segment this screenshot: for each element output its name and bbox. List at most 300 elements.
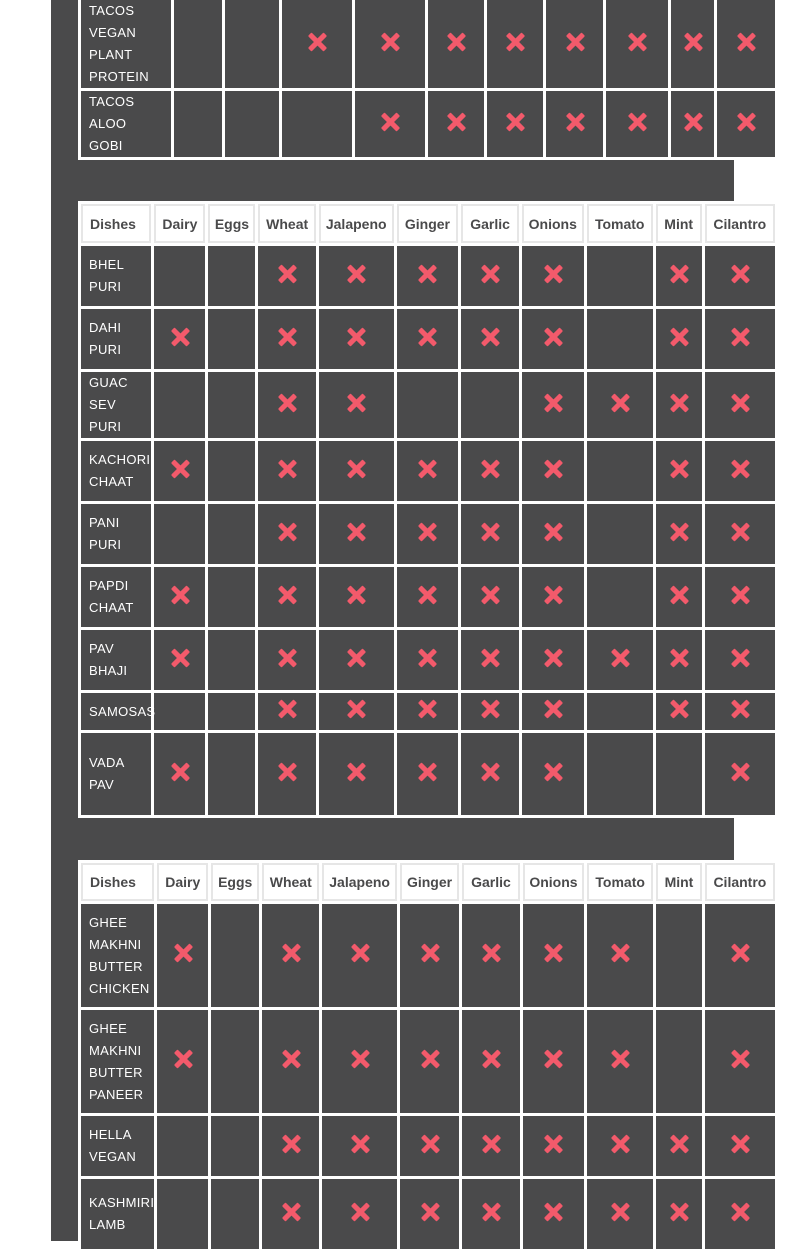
- cell-mint: [656, 733, 702, 815]
- dish-name: [81, 1010, 154, 1113]
- cell-onions: [522, 246, 584, 306]
- x-mark-icon: [480, 1048, 502, 1070]
- cell-eggs: [208, 504, 255, 564]
- x-mark-icon: [280, 1133, 302, 1155]
- cell-eggs: [208, 693, 255, 730]
- cell-dairy: [154, 733, 205, 815]
- x-mark-icon: [609, 1201, 631, 1223]
- x-mark-icon: [280, 1048, 302, 1070]
- dish-name: [81, 904, 154, 1007]
- cell-mint: [656, 372, 702, 438]
- column-header-onions: Onions: [522, 204, 584, 243]
- x-mark-icon: [479, 761, 501, 783]
- allergen-table-tacos: [78, 0, 778, 160]
- x-mark-icon: [169, 647, 191, 669]
- x-mark-icon: [280, 942, 302, 964]
- cell-ginger: [428, 0, 484, 88]
- dish-name-line: KACHORI: [89, 452, 151, 467]
- cell-dairy: [157, 1010, 208, 1113]
- x-mark-icon: [668, 263, 690, 285]
- x-mark-icon: [480, 942, 502, 964]
- cell-tomato: [587, 693, 653, 730]
- cell-jalapeno: [319, 504, 394, 564]
- cell-cilantro: [705, 904, 775, 1007]
- cell-garlic: [461, 372, 519, 438]
- cell-dairy: [174, 91, 222, 157]
- dish-name-line: BUTTER: [89, 1064, 143, 1080]
- cell-eggs: [208, 733, 255, 815]
- dish-name: [81, 246, 151, 306]
- x-mark-icon: [445, 31, 467, 53]
- x-mark-icon: [479, 584, 501, 606]
- cell-eggs: [208, 372, 255, 438]
- table-row: [81, 441, 775, 501]
- cell-garlic: [462, 904, 519, 1007]
- dish-name-line: PROTEIN: [89, 69, 149, 84]
- header-row: [81, 204, 775, 243]
- x-mark-icon: [479, 647, 501, 669]
- column-header-eggs: Eggs: [208, 204, 255, 243]
- dish-name-line: VADA: [89, 755, 125, 770]
- dish-name: [81, 91, 171, 157]
- cell-ginger: [397, 372, 459, 438]
- cell-jalapeno: [319, 309, 394, 369]
- x-mark-icon: [668, 647, 690, 669]
- dish-name: [81, 309, 151, 369]
- dish-name-line: MAKHNI: [89, 936, 142, 952]
- menu-allergen-panel: [51, 0, 767, 1241]
- dish-name-line: BUTTER: [89, 958, 143, 974]
- x-mark-icon: [729, 263, 751, 285]
- column-header-dishes: Dishes: [81, 204, 151, 243]
- x-mark-icon: [349, 1201, 371, 1223]
- x-mark-icon: [479, 326, 501, 348]
- x-mark-icon: [542, 521, 564, 543]
- dish-name-line: PURI: [89, 537, 122, 552]
- x-mark-icon: [345, 392, 367, 414]
- table-row: [81, 504, 775, 564]
- x-mark-icon: [379, 31, 401, 53]
- x-mark-icon: [480, 1133, 502, 1155]
- x-mark-icon: [416, 647, 438, 669]
- cell-tomato: [587, 630, 653, 690]
- column-header-dairy: Dairy: [154, 204, 205, 243]
- cell-tomato: [587, 904, 653, 1007]
- cell-cilantro: [705, 1010, 775, 1113]
- column-header-wheat: Wheat: [262, 863, 319, 901]
- column-header-mint: Mint: [656, 863, 702, 901]
- cell-tomato: [606, 0, 668, 88]
- x-mark-icon: [729, 521, 751, 543]
- dish-name-line: SEV PURI: [89, 397, 122, 434]
- dish-name-line: DAHI: [89, 320, 122, 335]
- x-mark-icon: [668, 584, 690, 606]
- column-header-onions: Onions: [523, 863, 585, 901]
- x-mark-icon: [542, 761, 564, 783]
- x-mark-icon: [480, 1201, 502, 1223]
- cell-mint: [656, 567, 702, 627]
- dish-name-line: HELLA: [89, 1127, 132, 1142]
- cell-eggs: [208, 630, 255, 690]
- cell-tomato: [587, 309, 653, 369]
- x-mark-icon: [419, 1201, 441, 1223]
- x-mark-icon: [345, 584, 367, 606]
- cell-eggs: [208, 567, 255, 627]
- cell-wheat: [262, 1179, 319, 1249]
- cell-tomato: [587, 372, 653, 438]
- column-header-cilantro: Cilantro: [705, 863, 775, 901]
- x-mark-icon: [729, 1048, 751, 1070]
- x-mark-icon: [668, 326, 690, 348]
- dish-name-line: TACOS ALOO: [89, 94, 135, 131]
- cell-ginger: [397, 630, 459, 690]
- cell-garlic: [461, 504, 519, 564]
- x-mark-icon: [276, 392, 298, 414]
- cell-tomato: [587, 246, 653, 306]
- x-mark-icon: [735, 111, 757, 133]
- x-mark-icon: [349, 942, 371, 964]
- cell-cilantro: [705, 567, 775, 627]
- cell-dairy: [154, 504, 205, 564]
- x-mark-icon: [668, 392, 690, 414]
- x-mark-icon: [445, 111, 467, 133]
- cell-onions: [522, 504, 584, 564]
- cell-ginger: [397, 567, 459, 627]
- dish-name-line: CHICKEN: [89, 980, 150, 996]
- dish-name-line: GHEE: [89, 1020, 128, 1036]
- column-header-dairy: Dairy: [157, 863, 208, 901]
- dish-name-line: MAKHNI: [89, 1042, 142, 1058]
- column-header-tomato: Tomato: [587, 863, 653, 901]
- x-mark-icon: [280, 1201, 302, 1223]
- column-header-garlic: Garlic: [462, 863, 519, 901]
- dish-name: [81, 693, 156, 730]
- x-mark-icon: [345, 698, 367, 720]
- x-mark-icon: [542, 392, 564, 414]
- x-mark-icon: [609, 647, 631, 669]
- cell-wheat: [258, 309, 316, 369]
- x-mark-icon: [345, 326, 367, 348]
- x-mark-icon: [668, 1201, 690, 1223]
- cell-dairy: [154, 693, 205, 730]
- cell-jalapeno: [322, 1116, 396, 1176]
- cell-eggs: [208, 441, 255, 501]
- x-mark-icon: [626, 111, 648, 133]
- cell-cilantro: [717, 91, 775, 157]
- x-mark-icon: [542, 1048, 564, 1070]
- x-mark-icon: [419, 1133, 441, 1155]
- cell-onions: [523, 1010, 585, 1113]
- table-row: [81, 693, 775, 730]
- x-mark-icon: [729, 698, 751, 720]
- cell-wheat: [258, 630, 316, 690]
- dish-name: [81, 733, 151, 815]
- x-mark-icon: [668, 1133, 690, 1155]
- x-mark-icon: [564, 111, 586, 133]
- cell-onions: [522, 372, 584, 438]
- dish-name-line: PLANT: [89, 47, 133, 62]
- x-mark-icon: [276, 458, 298, 480]
- cell-garlic: [461, 309, 519, 369]
- cell-mint: [671, 0, 714, 88]
- cell-onions: [546, 0, 603, 88]
- x-mark-icon: [729, 647, 751, 669]
- cell-dairy: [154, 246, 205, 306]
- x-mark-icon: [416, 584, 438, 606]
- cell-mint: [656, 246, 702, 306]
- cell-wheat: [258, 246, 316, 306]
- cell-cilantro: [705, 246, 775, 306]
- cell-garlic: [487, 0, 543, 88]
- cell-jalapeno: [319, 693, 394, 730]
- cell-garlic: [462, 1010, 519, 1113]
- cell-jalapeno: [322, 904, 396, 1007]
- cell-cilantro: [705, 1179, 775, 1249]
- cell-mint: [656, 441, 702, 501]
- x-mark-icon: [169, 584, 191, 606]
- cell-cilantro: [717, 0, 775, 88]
- dish-name-line: PANI: [89, 515, 120, 530]
- cell-mint: [656, 1179, 702, 1249]
- x-mark-icon: [682, 111, 704, 133]
- dish-name: [81, 372, 151, 438]
- x-mark-icon: [729, 392, 751, 414]
- dish-name: [81, 567, 151, 627]
- x-mark-icon: [345, 458, 367, 480]
- table-row: [81, 904, 775, 1007]
- cell-garlic: [487, 91, 543, 157]
- dish-name-line: PURI: [89, 342, 122, 357]
- cell-ginger: [428, 91, 484, 157]
- cell-wheat: [282, 91, 352, 157]
- x-mark-icon: [542, 1133, 564, 1155]
- cell-dairy: [154, 309, 205, 369]
- x-mark-icon: [416, 326, 438, 348]
- dish-name-line: CHAAT: [89, 600, 134, 615]
- column-header-jalapeno: Jalapeno: [322, 863, 396, 901]
- x-mark-icon: [729, 1133, 751, 1155]
- x-mark-icon: [609, 942, 631, 964]
- cell-eggs: [208, 309, 255, 369]
- table-row: [81, 309, 775, 369]
- x-mark-icon: [416, 698, 438, 720]
- x-mark-icon: [668, 458, 690, 480]
- cell-jalapeno: [355, 0, 425, 88]
- dish-name: [81, 441, 151, 501]
- cell-eggs: [225, 0, 279, 88]
- cell-cilantro: [705, 693, 775, 730]
- cell-cilantro: [705, 309, 775, 369]
- cell-jalapeno: [319, 246, 394, 306]
- x-mark-icon: [349, 1048, 371, 1070]
- cell-tomato: [606, 91, 668, 157]
- x-mark-icon: [479, 521, 501, 543]
- x-mark-icon: [542, 263, 564, 285]
- dish-name-line: KASHMIRI: [89, 1195, 155, 1210]
- x-mark-icon: [276, 761, 298, 783]
- cell-tomato: [587, 1010, 653, 1113]
- cell-tomato: [587, 1179, 653, 1249]
- cell-tomato: [587, 504, 653, 564]
- x-mark-icon: [729, 326, 751, 348]
- x-mark-icon: [729, 458, 751, 480]
- cell-wheat: [258, 567, 316, 627]
- allergen-table-mains: [78, 860, 778, 1252]
- dish-name-line: CHAAT: [89, 474, 134, 489]
- column-header-ginger: Ginger: [397, 204, 459, 243]
- cell-garlic: [461, 246, 519, 306]
- x-mark-icon: [668, 698, 690, 720]
- x-mark-icon: [345, 521, 367, 543]
- cell-eggs: [211, 1179, 259, 1249]
- cell-wheat: [262, 1116, 319, 1176]
- cell-tomato: [587, 1116, 653, 1176]
- cell-ginger: [397, 733, 459, 815]
- cell-wheat: [258, 693, 316, 730]
- x-mark-icon: [564, 31, 586, 53]
- x-mark-icon: [542, 942, 564, 964]
- cell-onions: [522, 441, 584, 501]
- cell-garlic: [462, 1116, 519, 1176]
- dish-name-line: GHEE: [89, 914, 128, 930]
- dish-name-line: BHEL: [89, 257, 125, 272]
- column-header-tomato: Tomato: [587, 204, 653, 243]
- cell-jalapeno: [355, 91, 425, 157]
- x-mark-icon: [276, 326, 298, 348]
- x-mark-icon: [379, 111, 401, 133]
- cell-cilantro: [705, 441, 775, 501]
- x-mark-icon: [609, 1133, 631, 1155]
- cell-wheat: [258, 504, 316, 564]
- x-mark-icon: [172, 942, 194, 964]
- x-mark-icon: [416, 521, 438, 543]
- column-header-mint: Mint: [656, 204, 702, 243]
- cell-mint: [656, 1116, 702, 1176]
- cell-ginger: [397, 441, 459, 501]
- x-mark-icon: [169, 458, 191, 480]
- x-mark-icon: [729, 761, 751, 783]
- dish-name-line: PAV: [89, 777, 114, 792]
- column-header-dishes: Dishes: [81, 863, 154, 901]
- cell-jalapeno: [322, 1179, 396, 1249]
- cell-garlic: [461, 630, 519, 690]
- cell-eggs: [208, 246, 255, 306]
- dish-name-line: TACOS VEGAN: [89, 3, 137, 40]
- dish-name-line: PURI: [89, 279, 122, 294]
- x-mark-icon: [345, 263, 367, 285]
- cell-jalapeno: [319, 733, 394, 815]
- dish-name-line: VEGAN: [89, 1149, 137, 1164]
- column-header-wheat: Wheat: [258, 204, 316, 243]
- header-row: [81, 863, 775, 901]
- dish-name-line: LAMB: [89, 1217, 126, 1232]
- column-header-garlic: Garlic: [461, 204, 519, 243]
- cell-mint: [656, 630, 702, 690]
- x-mark-icon: [419, 1048, 441, 1070]
- cell-wheat: [262, 904, 319, 1007]
- cell-dairy: [157, 904, 208, 1007]
- column-header-cilantro: Cilantro: [705, 204, 775, 243]
- x-mark-icon: [735, 31, 757, 53]
- cell-dairy: [157, 1179, 208, 1249]
- cell-mint: [656, 309, 702, 369]
- cell-cilantro: [705, 372, 775, 438]
- x-mark-icon: [479, 458, 501, 480]
- dish-name: [81, 1179, 154, 1249]
- x-mark-icon: [172, 1048, 194, 1070]
- dish-name-line: PAPDI: [89, 578, 129, 593]
- cell-jalapeno: [319, 441, 394, 501]
- x-mark-icon: [416, 263, 438, 285]
- cell-ginger: [397, 246, 459, 306]
- table-row: [81, 0, 775, 88]
- x-mark-icon: [504, 31, 526, 53]
- x-mark-icon: [609, 392, 631, 414]
- x-mark-icon: [276, 698, 298, 720]
- cell-tomato: [587, 733, 653, 815]
- dish-name-line: PANEER: [89, 1086, 144, 1102]
- x-mark-icon: [345, 647, 367, 669]
- cell-tomato: [587, 567, 653, 627]
- x-mark-icon: [609, 1048, 631, 1070]
- cell-garlic: [461, 567, 519, 627]
- cell-cilantro: [705, 630, 775, 690]
- cell-mint: [656, 904, 702, 1007]
- x-mark-icon: [542, 326, 564, 348]
- cell-dairy: [154, 567, 205, 627]
- cell-dairy: [154, 630, 205, 690]
- x-mark-icon: [169, 326, 191, 348]
- cell-mint: [671, 91, 714, 157]
- cell-wheat: [258, 372, 316, 438]
- x-mark-icon: [419, 942, 441, 964]
- cell-eggs: [211, 1116, 259, 1176]
- x-mark-icon: [276, 584, 298, 606]
- cell-eggs: [211, 1010, 259, 1113]
- x-mark-icon: [479, 263, 501, 285]
- cell-ginger: [397, 504, 459, 564]
- cell-jalapeno: [319, 630, 394, 690]
- cell-ginger: [400, 1179, 459, 1249]
- x-mark-icon: [416, 761, 438, 783]
- cell-onions: [522, 693, 584, 730]
- table-row: [81, 1116, 775, 1176]
- x-mark-icon: [504, 111, 526, 133]
- table-row: [81, 630, 775, 690]
- cell-cilantro: [705, 733, 775, 815]
- cell-jalapeno: [319, 567, 394, 627]
- allergen-table-chaat: [78, 201, 778, 818]
- cell-cilantro: [705, 1116, 775, 1176]
- dish-name-line: SAMOSAS: [89, 703, 156, 719]
- cell-ginger: [400, 1116, 459, 1176]
- cell-onions: [522, 630, 584, 690]
- cell-ginger: [400, 904, 459, 1007]
- cell-dairy: [154, 441, 205, 501]
- x-mark-icon: [542, 647, 564, 669]
- cell-garlic: [462, 1179, 519, 1249]
- cell-eggs: [225, 91, 279, 157]
- table-row: [81, 372, 775, 438]
- dish-name-line: GOBI: [89, 138, 123, 153]
- table-row: [81, 567, 775, 627]
- dish-name-line: PAV: [89, 641, 114, 656]
- x-mark-icon: [306, 31, 328, 53]
- cell-onions: [523, 904, 585, 1007]
- column-header-jalapeno: Jalapeno: [319, 204, 394, 243]
- cell-eggs: [211, 904, 259, 1007]
- dish-name-line: BHAJI: [89, 663, 128, 678]
